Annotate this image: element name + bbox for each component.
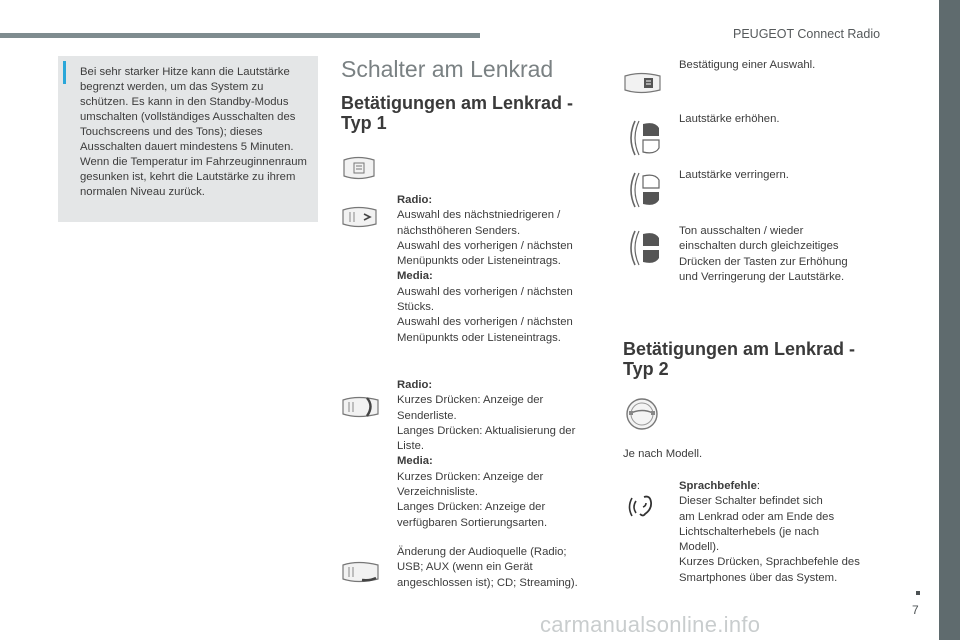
- bold-label: Radio:: [397, 194, 433, 206]
- item-text-volume-down: [679, 168, 879, 183]
- text-line: Langes Drücken: Aktualisierung der: [397, 424, 576, 437]
- text-line: und Verringerung der Lautstärke.: [679, 270, 845, 283]
- text-line: einschalten durch gleichzeitiges: [679, 240, 839, 253]
- text-line: Stücks.: [397, 301, 435, 314]
- text-line: Änderung der Audioquelle (Radio;: [397, 546, 567, 558]
- text-line: Menüpunkts oder Listeneintrags.: [397, 255, 561, 268]
- type2-heading-line1: Betätigungen am Lenkrad -: [623, 339, 856, 359]
- steering-switch-icon: [340, 394, 384, 420]
- text-line: USB; AUX (wenn ein Gerät: [397, 561, 533, 574]
- item-text-radio-media-list: [397, 378, 607, 531]
- type1-heading-line1: Betätigungen am Lenkrad -: [341, 93, 574, 113]
- model-note: Je nach Modell.: [623, 448, 703, 460]
- text-line: Auswahl des vorherigen / nächsten: [397, 239, 573, 252]
- steering-switch-icon: [622, 70, 666, 96]
- info-text: Bei sehr starker Hitze kann die Lautstärke begrenzt werden, um das System zu schützen. Es kann in den Standby-Modus umschalten (vollständiges Ausschalten des Touchscreens und des Tons); dieses Ausschalten dauert mindestens 5 Minuten. Wenn die Temperatur im Fahrzeuginnenraum gesunken ist, kehrt die Lautstärke zu ihrem normalen Niveau zurück.: [80, 66, 307, 198]
- text-line: Lautstärke erhöhen.: [679, 113, 780, 125]
- type1-heading-line2: Typ 1: [341, 113, 387, 133]
- steering-control-overview-icon: [340, 154, 378, 182]
- text-line: nächsthöheren Senders.: [397, 224, 521, 237]
- side-strip: [939, 0, 960, 640]
- text-line: [397, 193, 607, 208]
- text-line: Auswahl des nächstniedrigeren /: [397, 209, 561, 222]
- type1-heading: [341, 93, 573, 133]
- voice-command-text: [679, 479, 889, 586]
- text-line: Liste.: [397, 440, 425, 453]
- item-text-audio-source: [397, 545, 607, 591]
- text-line: Kurzes Drücken, Sprachbefehle des: [679, 556, 860, 569]
- text-line: Bestätigung einer Auswahl.: [679, 59, 816, 71]
- steering-switch-icon: [340, 204, 380, 230]
- running-title: PEUGEOT Connect Radio: [733, 27, 881, 41]
- type2-heading: [623, 339, 855, 379]
- text-line: Menüpunkts oder Listeneintrags.: [397, 331, 561, 344]
- info-box: [58, 56, 318, 222]
- bold-label: Media:: [397, 455, 433, 468]
- steering-switch-icon: [340, 559, 384, 585]
- watermark: carmanualsonline.info: [540, 612, 761, 637]
- text-line: Lichtschalterhebels (je nach: [679, 525, 820, 538]
- item-text-radio-media-select: [397, 193, 607, 346]
- item-text-confirm: [679, 58, 879, 73]
- text-line: Verzeichnisliste.: [397, 486, 478, 499]
- type2-heading-line2: Typ 2: [623, 359, 669, 379]
- text-line: Langes Drücken: Anzeige der: [397, 501, 546, 514]
- text-line: [397, 378, 607, 393]
- text-line: verfügbaren Sortierungsarten.: [397, 516, 548, 529]
- text-line: Ton ausschalten / wieder: [679, 225, 804, 237]
- section-title: Schalter am Lenkrad: [341, 56, 554, 82]
- bold-label: Media:: [397, 270, 433, 283]
- text-line: Modell).: [679, 541, 720, 554]
- text-line: Auswahl des vorherigen / nächsten: [397, 316, 573, 329]
- info-icon: [63, 62, 66, 84]
- item-text-mute: [679, 224, 879, 285]
- page-marker: [916, 591, 920, 595]
- bold-label: Sprachbefehle: [679, 480, 757, 492]
- mute-icon: [625, 228, 663, 268]
- text-line: Kurzes Drücken: Anzeige der: [397, 394, 544, 407]
- item-text-volume-up: [679, 112, 879, 127]
- header-rule: [0, 33, 480, 38]
- text-line: Dieser Schalter befindet sich: [679, 495, 823, 508]
- text-line: Auswahl des vorherigen / nächsten: [397, 285, 573, 298]
- text-line: Lautstärke verringern.: [679, 169, 789, 181]
- bold-label: Radio:: [397, 379, 433, 391]
- text-line: [397, 454, 607, 469]
- text-line: Smartphones über das System.: [679, 571, 838, 584]
- page-number: 7: [912, 603, 919, 617]
- text-line: angeschlossen ist); CD; Streaming).: [397, 576, 578, 589]
- text-line: Sprachbefehle:: [679, 480, 760, 492]
- text-line: Senderliste.: [397, 409, 457, 422]
- volume-down-icon: [625, 170, 663, 210]
- steering-wheel-icon: [622, 396, 662, 432]
- text-line: Drücken der Tasten zur Erhöhung: [679, 255, 848, 268]
- text-line: [397, 269, 607, 284]
- text-line: am Lenkrad oder am Ende des: [679, 510, 835, 523]
- volume-up-icon: [625, 118, 663, 158]
- text-line: Kurzes Drücken: Anzeige der: [397, 470, 544, 483]
- voice-command-icon: [628, 487, 664, 523]
